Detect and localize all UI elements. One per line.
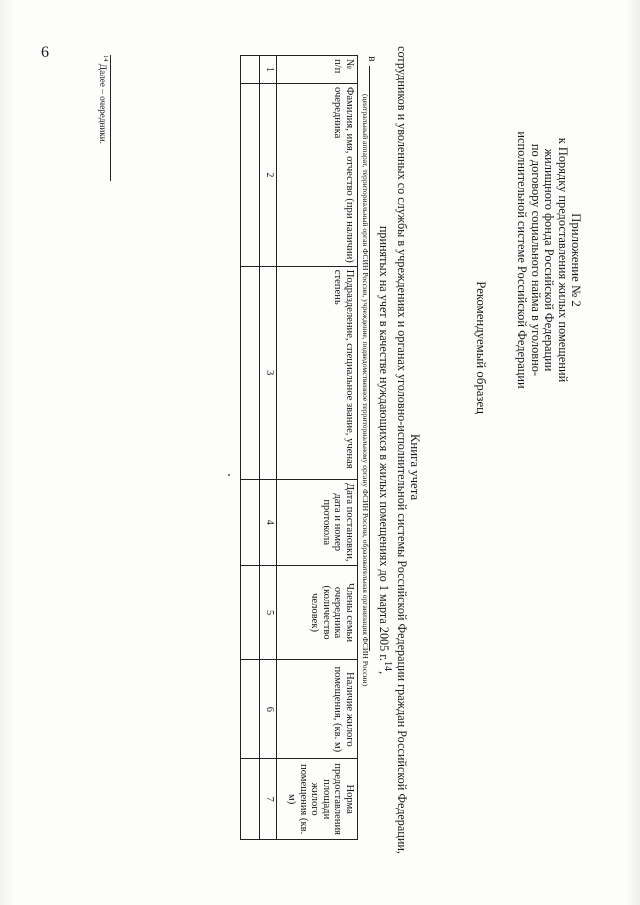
scan-speck [228,474,230,476]
header-cell-registration-date: Дата постановки, дата и номер протокола [277,479,358,565]
footnote-mark: 14 [102,55,109,62]
book-subtitle-text: принятых на учет в качестве нуждающихся в жилых помещениях до 1 марта 2005 г. [377,225,392,661]
header-cell-full-name: Фамилия, имя, отчество (при наличии) очередника [277,83,358,266]
table-header-row [277,56,358,840]
header-cell-number: № п/п [277,56,358,84]
book-subtitle-end: , [377,671,392,675]
appendix-title: Приложение № 2 [569,213,583,307]
column-number-cell: 4 [260,479,277,565]
footnote [98,55,109,144]
empty-cell [241,759,260,840]
column-number-cell: 7 [260,759,277,840]
empty-cell [241,565,260,660]
column-number-cell: 3 [260,266,277,479]
appendix-line: жилищного фонда Российской Федерации [542,148,557,372]
header-cell-division: Подразделение, специальное звание, ученая степень [277,266,358,479]
table-column-numbers-row [260,56,277,840]
header-cell-area-norm: Норма предоставления площади жилого помещения (кв. м) [277,759,358,840]
organization-fill-line [369,66,384,651]
organization-hint: (центральный аппарат, территориальный орган ФСИН России, учреждение, подведомственное территориальному органу ФСИН России, образовательная организация ФСИН России) [361,94,370,687]
empty-cell [241,479,260,565]
recommended-sample-label: Рекомендуемый образец [474,281,488,414]
book-title: Книга учета [408,433,422,501]
column-number-cell: 6 [260,660,277,759]
table-empty-row [241,56,260,840]
organization-prefix: в [366,56,380,62]
book-subtitle-line-1: сотрудников и уволенных со службы в учреждениях и органах уголовно-исполнительной системы Российской Федерации граждан Российской Федерации, [395,46,409,854]
column-number-cell: 5 [260,565,277,660]
header-cell-family-members: Члены семьи очередника (количество человек) [277,565,358,660]
register-table [240,55,358,840]
footnote-text: Далее – очередники. [97,63,108,144]
column-number-cell: 2 [260,83,277,266]
empty-cell [241,660,260,759]
appendix-line: к Порядку предоставления жилых помещений [555,137,570,383]
header-cell-living-space: Наличие жилого помещения, (кв. м) [277,660,358,759]
footnote-reference: 14 [382,660,394,672]
footnote-divider [110,55,111,181]
appendix-line: исполнительной системе Российской Федерации [515,131,530,389]
page-number: 6 [41,44,49,61]
column-number-cell: 1 [260,56,277,84]
appendix-line: по договору социального найма в уголовно- [528,143,543,377]
empty-cell [241,266,260,479]
appendix-block [515,80,582,440]
empty-cell [241,56,260,84]
empty-cell [241,83,260,266]
